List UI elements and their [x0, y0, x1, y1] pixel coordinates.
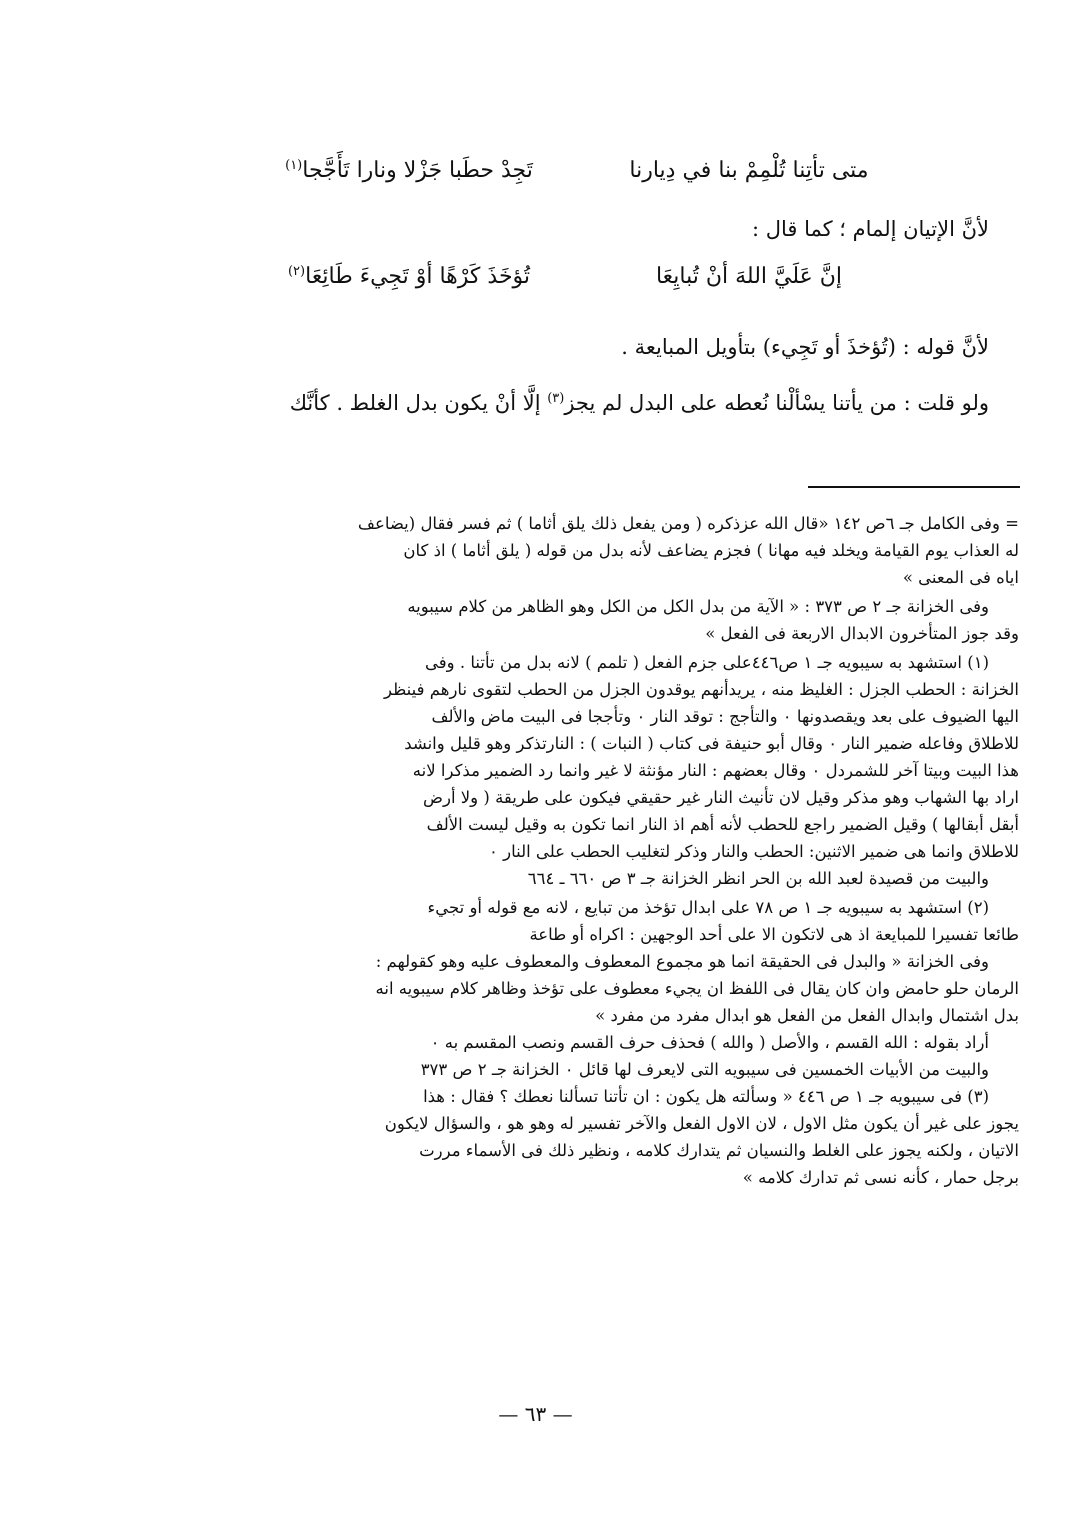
footnote-separator: [808, 486, 1020, 488]
verse-2-second-hemistich-text: تُؤخَذَ كَرْهًا أوْ تَجِيءَ طَائِعَا: [305, 264, 531, 289]
verse-1-first-hemistich: متى تأتِنا تُلْمِمْ بنا في دِيارنا: [629, 158, 869, 183]
note-line: برجل حمار ، كأنه نسى ثم تدارك كلامه »: [742, 1168, 1019, 1187]
note-line: الخزانة : الحطب الجزل : الغليظ منه ، يريدأنهم يوقدون الجزل من الحطب لتقوى نارهم فينظر: [384, 680, 1019, 699]
note-line: (٣) فى سيبويه جـ ١ ص ٤٤٦ « وسألته هل يكون : ان تأتنا تسألنا نعطك ؟ فقال : هذا: [423, 1087, 989, 1106]
note-line: للاطلاق وانما هى ضمير الاثنين: الحطب والنار وذكر لتغليب الحطب على النار ٠: [488, 842, 1019, 861]
prose-line-3-start: ولو قلت : من يأتنا يسْألْنا نُعطه على البدل لم يجز: [564, 391, 989, 415]
prose-line-3-end: إلَّا أنْ يكون بدل الغلط . كأنَّك: [289, 391, 548, 415]
note-line: (١) استشهد به سيبويه جـ ١ ص٤٤٦على جزم الفعل ( تلمم ) لانه بدل من تأتنا . وفى: [425, 653, 989, 672]
page-number: — ٦٣ —: [498, 1402, 573, 1426]
note-line: وقد جوز المتأخرون الابدال الاربعة فى الفعل »: [705, 624, 1019, 643]
prose-line-1: لأنَّ الإتيان إلمام ؛ كما قال :: [751, 217, 989, 241]
note-line: وفى الخزانة « والبدل فى الحقيقة انما هو مجموع المعطوف والمعطوف عليه وهو كقولهم :: [375, 952, 989, 971]
footnote-ref-3: (٣): [547, 391, 565, 406]
footnote-2: [45, 894, 1019, 948]
note-line: اياه فى المعنى »: [902, 568, 1019, 587]
footnote-khizana-2: [45, 948, 1019, 1029]
note-line: (٢) استشهد به سيبويه جـ ١ ص ٧٨ على ابدال تؤخذ من تبايع ، لانه مع قوله أو تجيء: [427, 898, 989, 917]
note-line: أراد بقوله : الله القسم ، والأصل ( والله ) فحذف حرف القسم ونصب المقسم به ٠: [430, 1033, 989, 1052]
footnote-1: [45, 649, 1019, 892]
note-line: له العذاب يوم القيامة ويخلد فيه مهانا ) فجزم يضاعف لأنه بدل من قوله ( يلق أثاما ) اذ كان: [403, 541, 1019, 560]
verse-1-second-hemistich: [259, 156, 559, 200]
note-line: وفى الخزانة جـ ٢ ص ٣٧٣ : « الآية من بدل الكل من الكل وهو الظاهر من كلام سيبويه: [407, 597, 989, 616]
note-line: والبيت من قصيدة لعبد الله بن الحر انظر الخزانة جـ ٣ ص ٦٦٠ ـ ٦٦٤: [527, 869, 989, 888]
footnote-3: [45, 1083, 1019, 1191]
verse-2-first-hemistich: إنَّ عَلَيَّ اللهَ أنْ تُبايِعَا: [655, 264, 843, 289]
prose-line-2: لأنَّ قوله : (تُؤخذَ أو تَجِيء) بتأويل المبايعة .: [621, 335, 989, 359]
note-line: أبقل أبقالها ) وقيل الضمير راجع للحطب لأنه أهم اذ النار انما تكون به وقيل ليست الألف: [426, 815, 1019, 834]
footnote-continuation: [45, 510, 1019, 591]
note-line: = وفى الكامل جـ ٦ص ١٤٢ «قال الله عزذكره ( ومن يفعل ذلك يلق أثاما ) ثم فسر فقال (يضاعف: [357, 514, 1019, 533]
note-line: والبيت من الأبيات الخمسين فى سيبويه التى لايعرف لها قائل ٠ الخزانة جـ ٢ ص ٣٧٣: [420, 1060, 989, 1079]
verse-1-second-hemistich-text: تَجِدْ حطَبا جَزْلا ونارا تَأَجَّجا: [302, 158, 533, 183]
note-line: اليها الضيوف على بعد ويقصدونها ٠ والتأجج : توقد النار ٠ وتأججا فى البيت ماض والألف: [431, 707, 1019, 726]
note-line: هذا البيت وبيتا آخر للشمردل ٠ وقال بعضهم : النار مؤنثة لا غير وانما رد الضمير مذكرا لانه: [412, 761, 1019, 780]
note-line: طائعا تفسيرا للمبايعة اذ هى لاتكون الا على أحد الوجهين : اكراه أو طاعة: [529, 925, 1019, 944]
note-line: بدل اشتمال وابدال الفعل من الفعل هو ابدال مفرد من مفرد »: [595, 1006, 1019, 1025]
footnote-khizana-1: [45, 593, 1019, 647]
footnote-ref-1: (١): [285, 158, 303, 173]
note-line: الرمان حلو حامض وان كان يقال فى اللفظ ان يجيء معطوف على تؤخذ وظاهر كلام سيبويه انه: [375, 979, 1019, 998]
note-line: الاتيان ، ولكنه يجوز على الغلط والنسيان ثم يتدارك كلامه ، ونظير ذلك فى الأسماء مررت: [419, 1141, 1019, 1160]
verse-1: [169, 150, 989, 200]
note-line: للاطلاق وفاعله ضمير النار ٠ وقال أبو حنيفة فى كتاب ( النبات ) : النارتذكر وهو قليل وانشد: [404, 734, 1019, 753]
note-line: يجوز على غير أن يكون مثل الاول ، لان الاول الفعل والآخر تفسير له وهو هو ، والسؤال لايكون: [384, 1114, 1019, 1133]
footnote-ref-2: (٢): [287, 264, 306, 279]
footnote-qasam: [45, 1029, 1019, 1083]
verse-2: [169, 256, 989, 308]
main-text: [169, 150, 989, 422]
note-line: اراد بها الشهاب وهو مذكر وقيل لان تأنيث النار غير حقيقي فيكون على طريقة ( ولا أرض: [423, 788, 1019, 807]
prose-line-3: [169, 388, 989, 422]
verse-2-second-hemistich: [259, 262, 559, 308]
footnotes: [45, 510, 1019, 1191]
